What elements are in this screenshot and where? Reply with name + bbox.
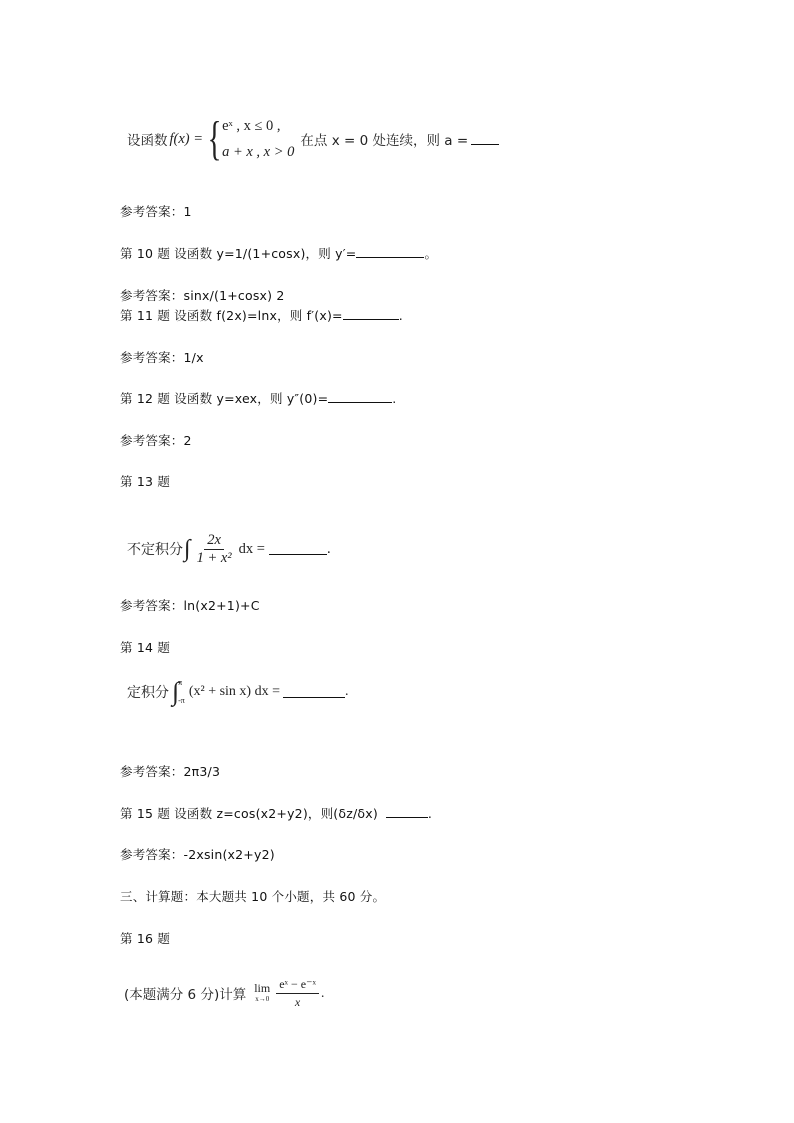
question-12	[120, 391, 396, 407]
q14-prefix: 定积分	[127, 685, 169, 701]
q16-denominator: x	[294, 994, 301, 1009]
question-11	[120, 308, 403, 324]
q16-limit	[254, 982, 270, 1004]
q9-case-2: a + x , x > 0	[222, 144, 295, 160]
q13-tail: .	[326, 540, 331, 557]
question-15-tail: .	[427, 806, 433, 821]
q16-lim-sub: x→0	[255, 995, 270, 1003]
question-15	[120, 806, 432, 822]
question-9-formula	[127, 104, 499, 174]
question-10-text: 第 10 题 设函数 y=1/(1+cosx)，则 y′=	[120, 246, 357, 261]
question-11-blank	[343, 308, 399, 320]
q13-dx: dx =	[238, 540, 265, 557]
question-12-tail: .	[392, 391, 397, 406]
answer-11: 参考答案：1/x	[120, 350, 204, 365]
question-11-text: 第 11 题 设函数 f(2x)=lnx，则 f′(x)=	[120, 308, 343, 323]
question-14-title: 第 14 题	[120, 640, 171, 655]
question-15-text: 第 15 题 设函数 z=cos(x2+y2)，则(δz/δx)	[120, 806, 378, 821]
question-16-formula	[124, 970, 324, 1016]
question-13-title: 第 13 题	[120, 474, 171, 489]
q14-lower-limit: -π	[178, 696, 185, 705]
section-3-heading: 三、计算题：本大题共 10 个小题，共 60 分。	[120, 889, 386, 904]
question-15-blank	[386, 806, 428, 818]
q16-fraction	[276, 976, 319, 1011]
question-12-text: 第 12 题 设函数 y=xex，则 y″(0)=	[120, 391, 329, 406]
q9-cases	[222, 113, 294, 165]
q14-limits	[178, 674, 185, 710]
q16-tail: .	[320, 985, 325, 1000]
answer-10: 参考答案：sinx/(1+cosx) 2	[120, 288, 285, 303]
question-12-blank	[328, 391, 392, 403]
answer-12: 参考答案：2	[120, 433, 192, 448]
question-10-blank	[356, 246, 424, 258]
integral-icon: ∫	[172, 677, 180, 706]
q14-integrand: (x² + sin x) dx =	[188, 684, 280, 699]
q14-upper-limit: π	[178, 678, 183, 687]
answer-13: 参考答案：ln(x2+1)+C	[120, 598, 260, 613]
q13-numerator: 2x	[204, 532, 224, 550]
q13-denominator: 1 + x²	[196, 549, 232, 566]
q9-brace: {	[207, 112, 222, 165]
q9-function: f(x) =	[169, 130, 204, 147]
question-14-formula	[127, 672, 348, 712]
q9-case-1: eˣ , x ≤ 0 ,	[222, 118, 281, 134]
question-13-formula	[127, 522, 331, 576]
q13-answer-blank	[269, 543, 327, 555]
q9-suffix: 在点 x = 0 处连续，则 a =	[300, 133, 469, 149]
q14-tail: .	[344, 684, 349, 699]
question-16-title: 第 16 题	[120, 931, 171, 946]
answer-14: 参考答案：2π3/3	[120, 764, 221, 779]
question-10	[120, 246, 437, 262]
question-10-tail: 。	[424, 246, 438, 261]
q13-fraction	[194, 532, 235, 567]
q9-prefix: 设函数	[127, 133, 168, 149]
q16-lim: lim	[254, 981, 271, 995]
integral-icon: ∫	[184, 535, 191, 562]
q16-prefix: (本题满分 6 分)计算	[124, 987, 247, 1003]
answer-9: 参考答案：1	[120, 204, 192, 219]
question-11-tail: .	[398, 308, 403, 323]
q14-answer-blank	[283, 686, 345, 698]
answer-15: 参考答案：-2xsin(x2+y2)	[120, 847, 275, 862]
q16-numerator: eˣ − e⁻ˣ	[276, 976, 319, 994]
q14-integral	[172, 674, 185, 710]
q9-answer-blank	[471, 133, 499, 145]
q13-prefix: 不定积分	[127, 542, 183, 558]
